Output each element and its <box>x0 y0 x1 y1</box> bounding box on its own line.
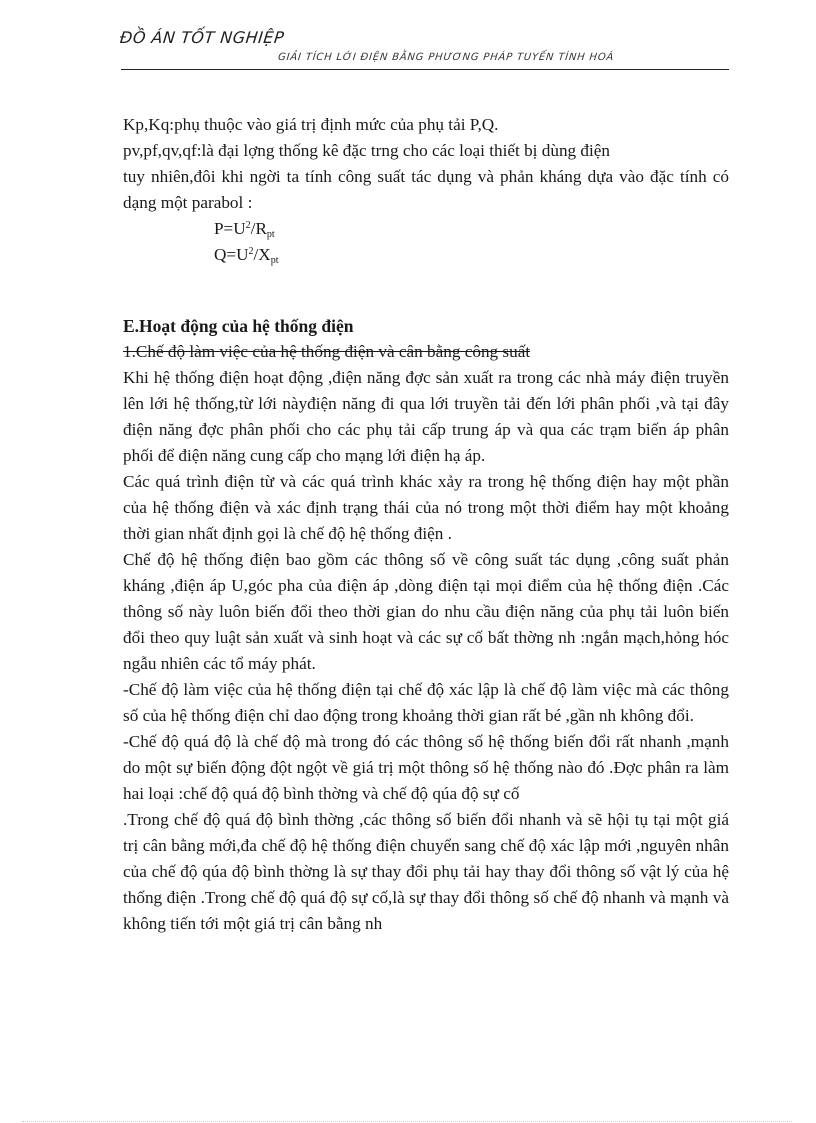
paragraph-kp-kq: Kp,Kq:phụ thuộc vào giá trị định mức của phụ tải P,Q. <box>123 115 499 134</box>
paragraph-operation: Khi hệ thống điện hoạt động ,điện năng đợc sản xuất ra trong các nhà máy điện truyền lên lới hệ thống,từ lới nàyđiện năng đi qua lới truyền tải đến lới phân phối ,và tại đây điện năng đợc phân phối cho các phụ tải cấp trung áp và qua các trạm biến áp phân phối để điện năng cung cấp cho mạng lới điện hạ áp. <box>123 368 729 465</box>
paragraph-parabol: tuy nhiên,đôi khi ngời ta tính công suất tác dụng và phản kháng dựa vào đặc tính có dạng một parabol : <box>123 167 729 212</box>
page-body <box>123 112 729 937</box>
paragraph-steady-state: -Chế độ làm việc của hệ thống điện tại chế độ xác lập là chế độ làm việc mà các thông số của hệ thống điện chỉ dao động trong khoảng thời gian rất bé ,gần nh không đổi. <box>123 680 729 725</box>
page-bottom-edge <box>22 1121 792 1122</box>
header-divider <box>121 69 729 70</box>
formula-q: $Q=U^2/X_{pt}$ <box>214 245 279 266</box>
paragraph-definition: Các quá trình điện từ và các quá trình khác xảy ra trong hệ thống điện hay một phần của hệ thống điện và xác định trạng thái của nó trong một thời điểm hay một khoảng thời gian nhất định gọi là chế độ hệ thống điện . <box>123 472 729 543</box>
section-heading: E.Hoạt động của hệ thống điện <box>123 316 354 336</box>
document-header-title: ĐỒ ÁN TỐT NGHIỆP <box>119 28 286 47</box>
subsection-heading: 1.Chế độ làm việc của hệ thống điện và cân bằng công suất <box>123 342 531 361</box>
paragraph-pv-pf: pv,pf,qv,qf:là đại lợng thống kê đặc trng cho các loại thiết bị dùng điện <box>123 141 611 160</box>
formula-p: $P=U^2/R_{pt}$ <box>214 219 275 240</box>
paragraph-parameters: Chế độ hệ thống điện bao gồm các thông số về công suất tác dụng ,công suất phản kháng ,điện áp U,góc pha của điện áp ,dòng điện tại mọi điểm của hệ thống điện .Các thông số này luôn biến đổi theo thời gian do nhu cầu điện năng của phụ tải luôn biến đổi theo quy luật sản xuất và sinh hoạt và các sự cố bất thờng nh :ngắn mạch,hỏng hóc ngẫu nhiên các tổ máy phát. <box>123 550 729 673</box>
document-header-subtitle: GIẢI TÍCH LỚI ĐIỆN BẰNG PHƯƠNG PHÁP TUYẾN TÍNH HOÁ <box>277 52 615 63</box>
paragraph-transient-detail: .Trong chế độ quá độ bình thờng ,các thông số biến đổi nhanh và sẽ hội tụ tại một giá trị cân bằng mới,đa chế độ hệ thống điện chuyển sang chế độ xác lập mới ,nguyên nhân của chế độ qúa độ bình thờng là sự thay đổi phụ tải hay thay đổi thông số vật lý của hệ thống điện .Trong chế độ quá độ sự cố,là sự thay đổi thông số chế độ nhanh và mạnh và không tiến tới một giá trị cân bằng nh <box>123 810 729 933</box>
paragraph-transient: -Chế độ quá độ là chế độ mà trong đó các thông số hệ thống biến đổi rất nhanh ,mạnh do một sự biến động đột ngột về giá trị một thông số hệ thống nào đó .Đợc phân ra làm hai loại :chế độ quá độ bình thờng và chế độ qúa độ sự cố <box>123 732 729 803</box>
